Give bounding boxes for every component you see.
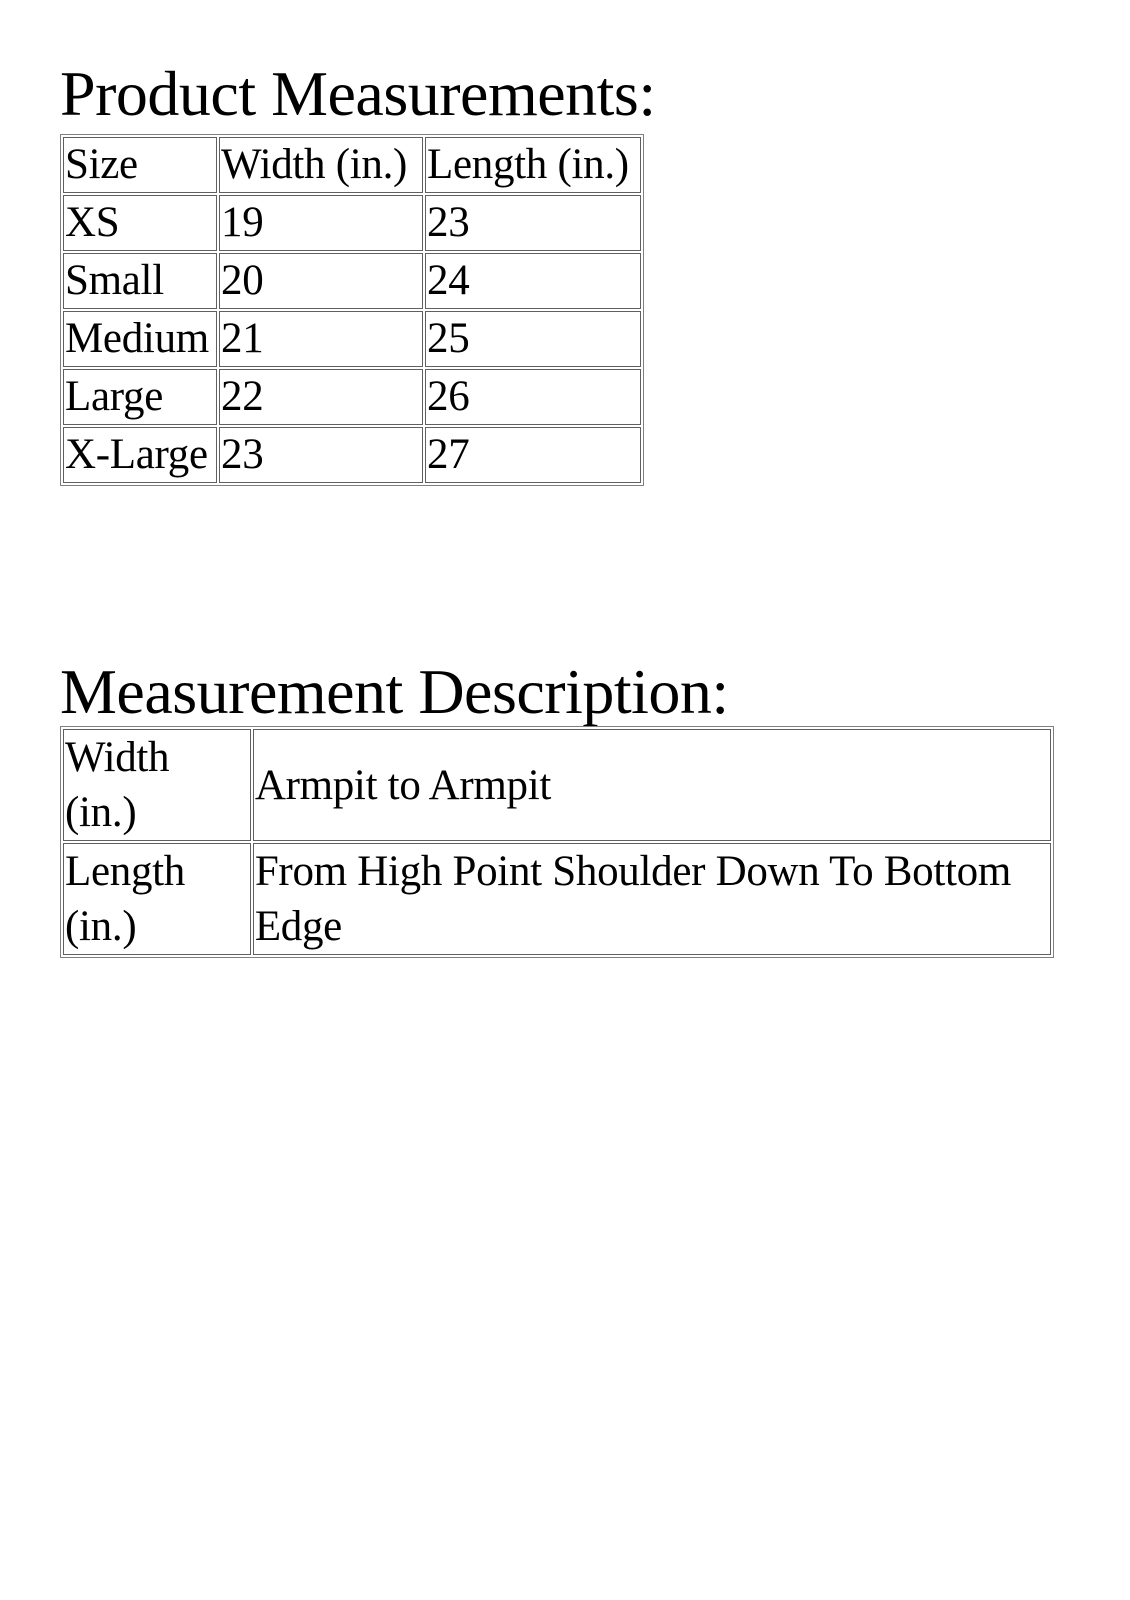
product-measurements-title: Product Measurements: — [60, 58, 656, 129]
table-row — [63, 427, 641, 483]
size-measurements-table — [60, 134, 644, 486]
table-row — [63, 843, 1051, 955]
width-cell: 20 — [219, 253, 423, 309]
header-length: Length (in.) — [425, 137, 641, 193]
measurement-description-table — [60, 726, 1054, 958]
measurement-name-cell: Length (in.) — [63, 843, 251, 955]
size-cell: Small — [63, 253, 217, 309]
measurement-name-cell: Width (in.) — [63, 729, 251, 841]
table-row — [63, 369, 641, 425]
table-row — [63, 729, 1051, 841]
table-row — [63, 253, 641, 309]
header-size: Size — [63, 137, 217, 193]
length-cell: 24 — [425, 253, 641, 309]
table-row — [63, 195, 641, 251]
width-cell: 23 — [219, 427, 423, 483]
table-header-row — [63, 137, 641, 193]
header-width: Width (in.) — [219, 137, 423, 193]
measurement-description-cell: From High Point Shoulder Down To Bottom Edge — [253, 843, 1051, 955]
table-row — [63, 311, 641, 367]
width-cell: 19 — [219, 195, 423, 251]
length-cell: 26 — [425, 369, 641, 425]
size-cell: Large — [63, 369, 217, 425]
measurement-description-cell: Armpit to Armpit — [253, 729, 1051, 841]
length-cell: 23 — [425, 195, 641, 251]
length-cell: 25 — [425, 311, 641, 367]
size-cell: Medium — [63, 311, 217, 367]
width-cell: 22 — [219, 369, 423, 425]
size-cell: X-Large — [63, 427, 217, 483]
width-cell: 21 — [219, 311, 423, 367]
measurement-description-title: Measurement Description: — [60, 656, 729, 727]
size-cell: XS — [63, 195, 217, 251]
length-cell: 27 — [425, 427, 641, 483]
